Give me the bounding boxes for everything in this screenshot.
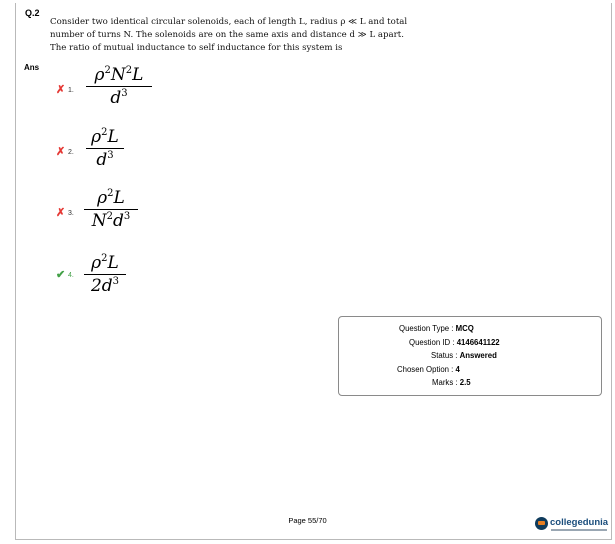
question-info-box [338,316,602,396]
chosen-option-value: 4 [455,365,460,374]
logo-icon [535,517,548,530]
question-type-row [399,324,474,333]
question-type-value: MCQ [455,324,474,333]
denominator: $d^3$ [110,88,128,109]
cross-icon: ✗ [56,146,66,158]
logo-tagline [551,529,607,531]
page-number: Page 55/70 [288,516,327,525]
numerator: $\rho^2L$ [97,188,125,208]
answer-label: Ans [24,63,40,72]
question-type-label: Question Type : [399,324,454,333]
status-value: Answered [459,351,497,360]
fraction-bar [84,274,126,275]
option-number: 2. [68,149,74,156]
option-4-formula [84,253,126,296]
option-1-formula [86,65,152,108]
status-row [431,351,497,360]
question-id-row [409,338,500,347]
cross-icon: ✗ [56,207,66,219]
question-text [50,16,430,55]
question-id-value: 4146641122 [456,338,500,347]
marks-row [432,378,471,387]
marks-value: 2.5 [459,378,471,387]
chosen-option-row [397,365,460,374]
fraction-bar [86,86,152,87]
status-label: Status : [431,351,458,360]
logo-text: collegedunia [550,517,609,528]
cross-icon: ✗ [56,84,66,96]
question-line: number of turns N. The solenoids are on the same axis and distance d ≫ L apart. [50,30,404,40]
denominator: $d^3$ [96,150,114,171]
marks-label: Marks : [432,378,458,387]
denominator: $N^2d^3$ [91,211,131,232]
collegedunia-logo [533,515,611,539]
option-number: 4. [68,272,74,279]
option-number: 3. [68,210,74,217]
question-number: Q.2 [25,8,40,18]
denominator: $2d^3$ [90,276,120,297]
option-2-formula [86,127,124,170]
fraction-bar [86,148,124,149]
question-line: Consider two identical circular solenoids, each of length L, radius ρ ≪ L and total [50,17,408,27]
numerator: $\rho^2L$ [91,253,119,273]
numerator: $\rho^2L$ [91,127,119,147]
chosen-option-label: Chosen Option : [397,365,454,374]
fraction-bar [84,209,138,210]
option-3-formula [84,188,138,231]
option-number: 1. [68,87,74,94]
numerator: $\rho^2N^2L$ [94,65,144,85]
check-icon: ✔ [56,269,66,281]
question-line: The ratio of mutual inductance to self inductance for this system is [50,43,343,53]
question-id-label: Question ID : [409,338,455,347]
